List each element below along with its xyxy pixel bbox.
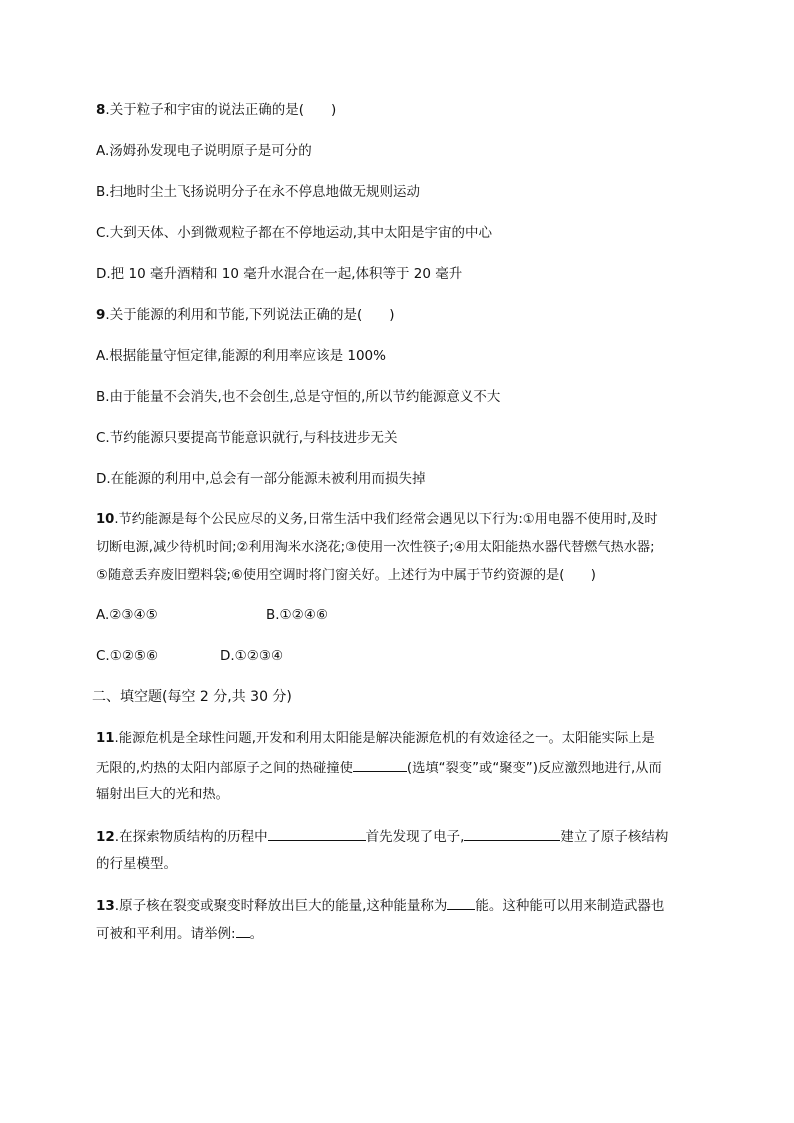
q12-line-1 xyxy=(96,826,668,847)
q12-number: 12 xyxy=(96,829,115,845)
q13-line-1a: .原子核在裂变或聚变时释放出巨大的能量,这种能量称为 xyxy=(114,898,448,914)
q10-option-b: B.①②④⑥ xyxy=(266,607,328,623)
q13-line-1 xyxy=(96,895,664,916)
q10-option-a: A.②③④⑤ xyxy=(96,607,158,623)
q12-line-2: 的行星模型。 xyxy=(96,856,177,872)
q11-answer-blank[interactable] xyxy=(353,757,407,772)
q10-line-1 xyxy=(96,510,658,530)
q13-line-2b: 。 xyxy=(249,926,264,942)
q9-option-b: B.由于能量不会消失,也不会创生,总是守恒的,所以节约能源意义不大 xyxy=(96,389,501,405)
q13-line-2a: 可被和平利用。请举例: xyxy=(96,926,236,942)
q11-line-2 xyxy=(96,757,662,779)
q13-answer-blank-2[interactable] xyxy=(236,923,250,938)
q12-line-1c: 建立了原子核结构 xyxy=(560,829,669,845)
q11-line-2a: 无限的,灼热的太阳内部原子之间的热碰撞使 xyxy=(96,761,353,776)
q9-stem xyxy=(96,305,395,325)
q8-number: 8 xyxy=(96,102,106,118)
q12-answer-blank-2[interactable] xyxy=(464,826,560,841)
q11-line-2b: (选填“裂变”或“聚变”)反应激烈地进行,从而 xyxy=(406,761,662,776)
q9-option-c: C.节约能源只要提高节能意识就行,与科技进步无关 xyxy=(96,430,398,446)
q8-option-c: C.大到天体、小到微观粒子都在不停地运动,其中太阳是宇宙的中心 xyxy=(96,225,493,241)
q9-stem-text: .关于能源的利用和节能,下列说法正确的是( ) xyxy=(105,307,395,323)
q11-line-1 xyxy=(96,729,655,749)
q8-stem xyxy=(96,100,336,120)
q8-option-d: D.把 10 毫升酒精和 10 毫升水混合在一起,体积等于 20 毫升 xyxy=(96,266,463,282)
q10-option-d: D.①②③④ xyxy=(220,648,284,664)
q10-option-c: C.①②⑤⑥ xyxy=(96,648,159,664)
q8-option-b: B.扫地时尘土飞扬说明分子在永不停息地做无规则运动 xyxy=(96,184,421,200)
q8-option-a: A.汤姆孙发现电子说明原子是可分的 xyxy=(96,143,312,159)
q9-option-a: A.根据能量守恒定律,能源的利用率应该是 100% xyxy=(96,348,386,364)
section-heading-fill-in: 二、填空题(每空 2 分,共 30 分) xyxy=(92,689,292,705)
q12-answer-blank-1[interactable] xyxy=(268,826,366,841)
q11-line-1-text: .能源危机是全球性问题,开发和利用太阳能是解决能源危机的有效途径之一。太阳能实际上是 xyxy=(114,731,655,746)
q10-line-3: ⑤随意丢弃废旧塑料袋;⑥使用空调时将门窗关好。上述行为中属于节约资源的是( ) xyxy=(96,568,596,583)
q13-answer-blank-1[interactable] xyxy=(447,895,475,910)
q12-line-1a: .在探索物质结构的历程中 xyxy=(114,829,268,845)
q10-line-1-text: .节约能源是每个公民应尽的义务,日常生活中我们经常会遇见以下行为:①用电器不使用时,及时 xyxy=(114,512,658,527)
q13-line-2 xyxy=(96,923,263,944)
q11-number: 11 xyxy=(96,731,115,746)
q13-line-1b: 能。这种能可以用来制造武器也 xyxy=(475,898,665,914)
q13-number: 13 xyxy=(96,898,115,914)
q9-number: 9 xyxy=(96,307,106,323)
q10-number: 10 xyxy=(96,512,115,527)
q11-line-3: 辐射出巨大的光和热。 xyxy=(96,787,229,802)
q8-stem-text: .关于粒子和宇宙的说法正确的是( ) xyxy=(105,102,337,118)
q12-line-1b: 首先发现了电子, xyxy=(365,829,465,845)
q9-option-d: D.在能源的利用中,总会有一部分能源未被利用而损失掉 xyxy=(96,471,426,487)
q10-line-2: 切断电源,减少待机时间;②利用淘米水浇花;③使用一次性筷子;④用太阳能热水器代替燃气热水器; xyxy=(96,540,655,555)
